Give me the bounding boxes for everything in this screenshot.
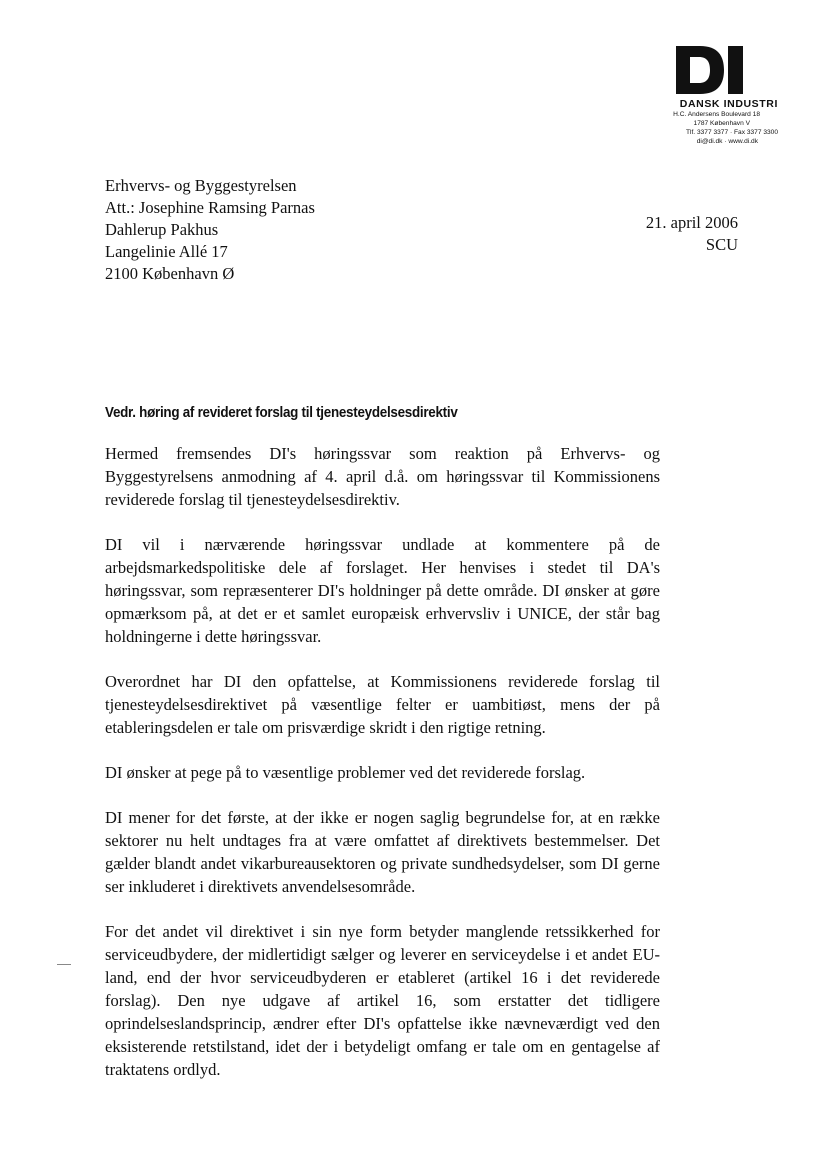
address-line-1: H.C. Andersens Boulevard 18: [673, 111, 760, 118]
company-name: DANSK INDUSTRI: [679, 98, 778, 110]
phone-line: Tlf. 3377 3377 · Fax 3377 3300: [685, 129, 778, 136]
recipient-line: Att.: Josephine Ramsing Parnas: [105, 198, 315, 217]
margin-mark: [57, 964, 71, 965]
subject-line: Vedr. høring af revideret forslag til tjenesteydelsesdirektiv: [105, 405, 458, 421]
contact-line: di@di.dk · www.di.dk: [696, 138, 758, 145]
recipient-line: Langelinie Allé 17: [105, 242, 228, 261]
recipient-address: [105, 175, 315, 285]
author-initials: SCU: [705, 235, 738, 254]
address-line-2: 1787 København V: [693, 120, 750, 127]
di-logo: [674, 44, 746, 96]
recipient-line: Dahlerup Pakhus: [105, 220, 219, 239]
body-paragraph: Overordnet har DI den opfattelse, at Kommissionens reviderede forslag til tjenesteydelsesdirektivet på væsentlige felter er uambitiøst, mens der på etableringsdelen er tale om prisværdige skridt i den rigtige retning.: [105, 672, 660, 737]
letterhead: [640, 44, 780, 146]
letter-meta: [646, 212, 738, 256]
letter-date: 21. april 2006: [645, 213, 738, 232]
body-paragraph: DI mener for det første, at der ikke er nogen saglig begrundelse for, at en række sektorer nu helt undtages fra at være omfattet af direktivets bestemmelser. Det gælder blandt andet vikarbureausektoren og private sundhedsydelser, som DI gerne ser inkluderet i direktivets anvendelsesområde.: [105, 808, 660, 896]
body-paragraph: DI ønsker at pege på to væsentlige problemer ved det reviderede forslag.: [105, 763, 586, 782]
body-paragraph: For det andet vil direktivet i sin nye form betyder manglende retssikkerhed for serviceudbydere, der midlertidigt sælger og leverer en serviceydelse i et andet EU-land, end der hvor serviceudbyderen er etableret (artikel 16 i det reviderede forslag). Den nye udgave af artikel 16, som erstatter det tidligere oprindelseslandsprincip, ændrer efter DI's opfattelse ikke nævneværdigt ved den eksisterende retstilstand, idet der i betydeligt omfang er tale om en gentagelse af traktatens ordlyd.: [105, 922, 660, 1079]
letter-body: [105, 442, 660, 1103]
body-paragraph: Hermed fremsendes DI's høringssvar som reaktion på Erhvervs- og Byggestyrelsens anmodning af 4. april d.å. om høringssvar til Kommissionens reviderede forslag til tjenesteydelsesdirektiv.: [105, 444, 660, 509]
recipient-line: Erhvervs- og Byggestyrelsen: [105, 176, 297, 195]
recipient-line: 2100 København Ø: [105, 264, 235, 283]
body-paragraph: DI vil i nærværende høringssvar undlade at kommentere på de arbejdsmarkedspolitiske dele af forslaget. Her henvises i stedet til DA's høringssvar, som repræsenterer DI's holdninger på dette område. DI ønsker at gøre opmærksom på, at det er et samlet europæisk erhvervsliv i UNICE, der står bag holdningerne i dette høringssvar.: [105, 535, 660, 646]
